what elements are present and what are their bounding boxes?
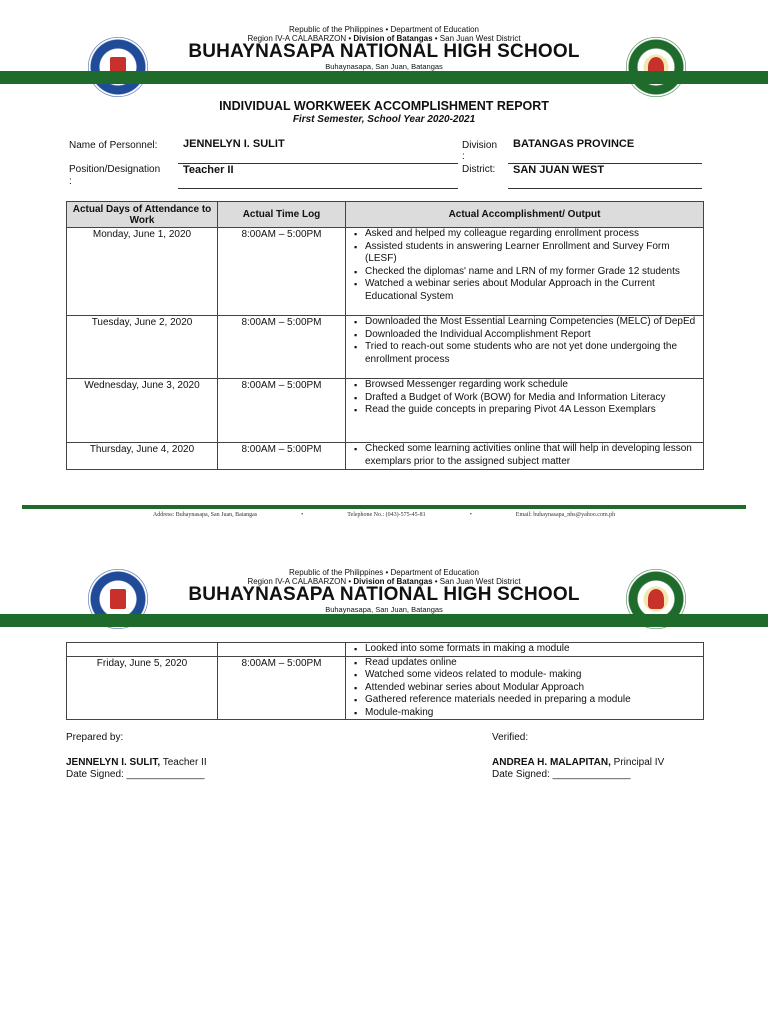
position-label: Position/Designation <box>69 164 161 175</box>
list-item: ▪ Checked some learning activities online that will help in developing lesson exemplars prior to the assigned subject matter <box>354 443 699 468</box>
footer-contact: Address: Buhaynasapa, San Juan, Batangas • Telephone No.: (043)-575-45-81 • Email: buhaynasapa_nhs@yahoo.com.ph <box>152 512 616 518</box>
header-days: Actual Days of Attendance to Work <box>67 202 218 228</box>
list-item: ▪ Assisted students in answering Learner Enrollment and Survey Form (LESF) <box>354 241 699 266</box>
verified-by-name: ANDREA H. MALAPITAN, Principal IV <box>492 757 665 768</box>
list-item: ▪ Watched a webinar series about Modular Approach in the Current Educational System <box>354 278 699 303</box>
prepared-by-label: Prepared by: <box>66 732 124 743</box>
list-item: ▪ Read updates online <box>354 657 699 670</box>
report-title: INDIVIDUAL WORKWEEK ACCOMPLISHMENT REPORT <box>219 99 549 113</box>
list-item: ▪ Read the guide concepts in preparing Pivot 4A Lesson Exemplars <box>354 404 699 417</box>
school-name: BUHAYNASAPA NATIONAL HIGH SCHOOL <box>188 584 580 605</box>
table-row: Wednesday, June 3, 2020 8:00AM – 5:00PM ▪ Browsed Messenger regarding work schedule ▪ Drafted a Budget of Work (BOW) for Media and Information Literacy ▪ Read the guide concepts in preparing Pivot 4A Lesson Exemplars <box>67 379 704 443</box>
accomplishment-table-continued <box>66 642 704 720</box>
list-item: ▪ Looked into some formats in making a module <box>354 643 699 656</box>
school-address: Buhaynasapa, San Juan, Batangas <box>325 62 443 71</box>
list-item: ▪ Downloaded the Most Essential Learning Competencies (MELC) of DepEd <box>354 316 699 329</box>
position-value: Teacher II <box>183 164 234 176</box>
list-item: ▪ Checked the diplomas' name and LRN of my former Grade 12 students <box>354 266 699 279</box>
position-colon: : <box>69 176 72 187</box>
letterhead-line2: Region IV-A CALABARZON • Division of Batangas • San Juan West District <box>247 577 521 586</box>
accomplishment-table <box>66 201 704 470</box>
school-name: BUHAYNASAPA NATIONAL HIGH SCHOOL <box>188 41 580 62</box>
list-item: ▪ Downloaded the Individual Accomplishment Report <box>354 329 699 342</box>
list-item: ▪ Asked and helped my colleague regarding enrollment process <box>354 228 699 241</box>
header-green-bar <box>0 71 768 84</box>
list-item: ▪ Watched some videos related to module- making <box>354 669 699 682</box>
school-address: Buhaynasapa, San Juan, Batangas <box>325 605 443 614</box>
prepared-by-name: JENNELYN I. SULIT, Teacher II <box>66 757 207 768</box>
list-item: ▪ Tried to reach-out some students who are not yet done undergoing the enrollment process <box>354 341 699 366</box>
district-label: District: <box>462 164 496 175</box>
letterhead-page2 <box>0 568 768 628</box>
list-item: ▪ Browsed Messenger regarding work schedule <box>354 379 699 392</box>
letterhead-line2: Region IV-A CALABARZON • Division of Batangas • San Juan West District <box>247 34 521 43</box>
table-row: Friday, June 5, 2020 8:00AM – 5:00PM ▪ Read updates online ▪ Watched some videos related to module- making ▪ Attended webinar series about Modular Approach ▪ Gathered reference materials needed in preparing a module ▪ Module-making <box>67 656 704 720</box>
verified-label: Verified: <box>492 732 529 743</box>
table-row: Tuesday, June 2, 2020 8:00AM – 5:00PM ▪ Downloaded the Most Essential Learning Competencies (MELC) of DepEd ▪ Downloaded the Individual Accomplishment Report ▪ Tried to reach-out some students who are not yet done undergoing the enrollment process <box>67 316 704 379</box>
prepared-date-signed: Date Signed: ______________ <box>66 769 205 780</box>
district-value: SAN JUAN WEST <box>513 164 605 176</box>
name-value: JENNELYN I. SULIT <box>183 138 285 150</box>
letterhead <box>0 25 768 85</box>
name-label: Name of Personnel: <box>69 140 158 151</box>
letterhead-line1: Republic of the Philippines • Department of Education <box>288 25 480 34</box>
header-green-bar <box>0 614 768 627</box>
report-subtitle: First Semester, School Year 2020-2021 <box>292 114 476 125</box>
division-value: BATANGAS PROVINCE <box>513 138 635 150</box>
division-colon: : <box>462 151 465 162</box>
list-item: ▪ Drafted a Budget of Work (BOW) for Media and Information Literacy <box>354 392 699 405</box>
verified-date-signed: Date Signed: ______________ <box>492 769 631 780</box>
table-row <box>67 643 704 657</box>
list-item: ▪ Gathered reference materials needed in preparing a module <box>354 694 699 707</box>
header-accomplishment: Actual Accomplishment/ Output <box>346 202 704 228</box>
list-item: ▪ Module-making <box>354 707 699 720</box>
list-item: ▪ Attended webinar series about Modular Approach <box>354 682 699 695</box>
letterhead-line1: Republic of the Philippines • Department of Education <box>288 568 480 577</box>
position-underline <box>178 188 458 189</box>
footer-green-line <box>22 505 746 509</box>
table-row: Thursday, June 4, 2020 8:00AM – 5:00PM ▪ Checked some learning activities online that will help in developing lesson exemplars prior to the assigned subject matter <box>67 443 704 470</box>
district-underline <box>508 188 702 189</box>
table-row: Monday, June 1, 2020 8:00AM – 5:00PM ▪ Asked and helped my colleague regarding enrollment process ▪ Assisted students in answering Learner Enrollment and Survey Form (LESF) ▪ Checked the diplomas' name and LRN of my former Grade 12 students ▪ Watched a webinar series about Modular Approach in the Current Educational System <box>67 228 704 316</box>
header-time-log: Actual Time Log <box>218 202 346 228</box>
division-label: Division <box>462 140 498 151</box>
